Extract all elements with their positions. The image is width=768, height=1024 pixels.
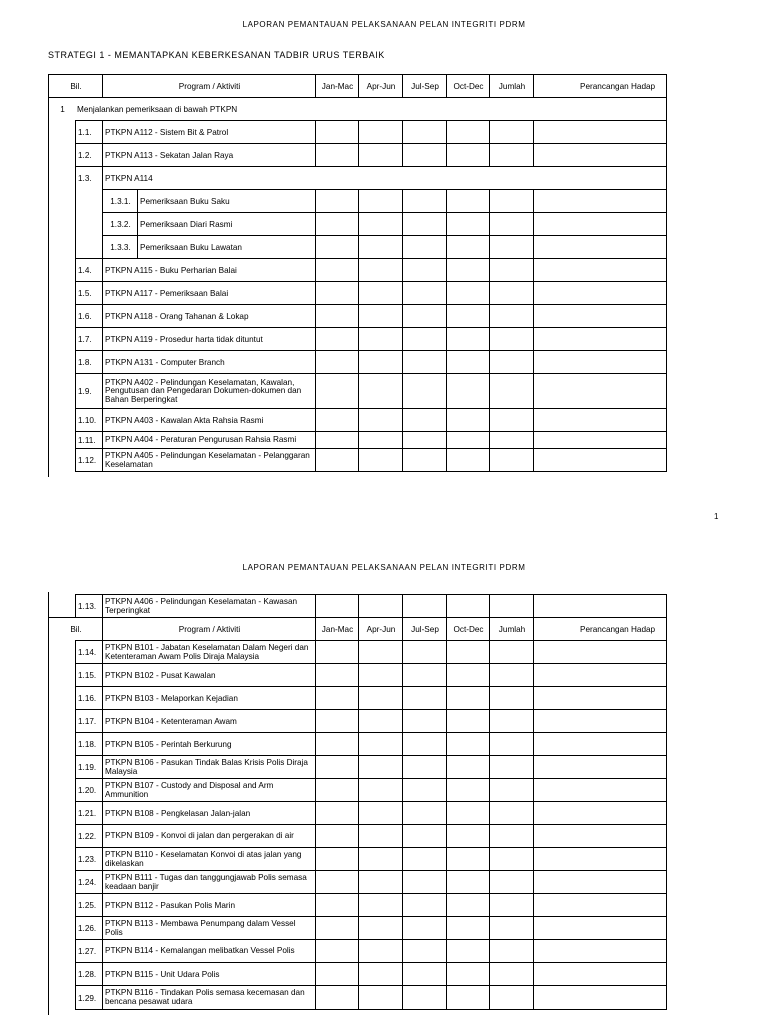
quarter-entry-cell[interactable] bbox=[489, 640, 534, 664]
quarter-entry-cell[interactable] bbox=[533, 327, 667, 351]
quarter-entry-cell[interactable] bbox=[489, 893, 534, 917]
quarter-entry-cell[interactable] bbox=[489, 663, 534, 687]
quarter-entry-cell[interactable] bbox=[315, 258, 359, 282]
quarter-entry-cell[interactable] bbox=[533, 373, 667, 409]
quarter-entry-cell[interactable] bbox=[358, 350, 403, 374]
quarter-entry-cell[interactable] bbox=[533, 143, 667, 167]
header-jumlah: Jumlah bbox=[489, 74, 534, 98]
quarter-entry-cell[interactable] bbox=[533, 350, 667, 374]
group-divider bbox=[75, 166, 76, 258]
quarter-entry-cell[interactable] bbox=[489, 801, 534, 825]
item-program: PTKPN B109 - Konvoi di jalan dan pergerakan di air bbox=[102, 824, 316, 848]
quarter-entry-cell[interactable] bbox=[489, 120, 534, 144]
quarter-entry-cell[interactable] bbox=[489, 778, 534, 802]
quarter-entry-cell[interactable] bbox=[446, 235, 490, 259]
item-program: PTKPN A406 - Pelindungan Keselamatan - Kawasan Terperingkat bbox=[102, 594, 316, 618]
quarter-entry-cell[interactable] bbox=[402, 778, 447, 802]
quarter-entry-cell[interactable] bbox=[358, 189, 403, 213]
quarter-entry-cell[interactable] bbox=[446, 212, 490, 236]
table-left-border bbox=[48, 592, 49, 1015]
quarter-entry-cell[interactable] bbox=[489, 824, 534, 848]
item-number: 1.23. bbox=[75, 847, 103, 871]
quarter-entry-cell[interactable] bbox=[315, 801, 359, 825]
item-number: 1.21. bbox=[75, 801, 103, 825]
quarter-entry-cell[interactable] bbox=[358, 686, 403, 710]
quarter-entry-cell[interactable] bbox=[446, 916, 490, 940]
item-program: PTKPN A404 - Peraturan Pengurusan Rahsia Rasmi bbox=[102, 431, 316, 449]
quarter-entry-cell[interactable] bbox=[446, 663, 490, 687]
item-number: 1.7. bbox=[75, 327, 103, 351]
item-number: 1.28. bbox=[75, 962, 103, 986]
quarter-entry-cell[interactable] bbox=[446, 686, 490, 710]
quarter-entry-cell[interactable] bbox=[402, 120, 447, 144]
quarter-entry-cell[interactable] bbox=[358, 408, 403, 432]
quarter-entry-cell[interactable] bbox=[533, 120, 667, 144]
item-program: PTKPN A113 - Sekatan Jalan Raya bbox=[102, 143, 316, 167]
quarter-entry-cell[interactable] bbox=[358, 304, 403, 328]
header-program: Program / Aktiviti bbox=[102, 617, 316, 641]
quarter-entry-cell[interactable] bbox=[533, 985, 667, 1010]
quarter-entry-cell[interactable] bbox=[446, 801, 490, 825]
quarter-entry-cell[interactable] bbox=[315, 686, 359, 710]
item-number: 1.4. bbox=[75, 258, 103, 282]
quarter-entry-cell[interactable] bbox=[533, 962, 667, 986]
header-program: Program / Aktiviti bbox=[102, 74, 316, 98]
quarter-entry-cell[interactable] bbox=[358, 801, 403, 825]
quarter-entry-cell[interactable] bbox=[533, 431, 667, 449]
quarter-entry-cell[interactable] bbox=[533, 408, 667, 432]
sub-item-number: 1.3.3. bbox=[102, 235, 138, 259]
quarter-entry-cell[interactable] bbox=[315, 327, 359, 351]
quarter-entry-cell[interactable] bbox=[315, 408, 359, 432]
quarter-entry-cell[interactable] bbox=[402, 304, 447, 328]
quarter-entry-cell[interactable] bbox=[533, 870, 667, 894]
table-left-border bbox=[48, 74, 49, 477]
quarter-entry-cell[interactable] bbox=[358, 916, 403, 940]
item-number: 1.11. bbox=[75, 431, 103, 449]
quarter-entry-cell[interactable] bbox=[489, 327, 534, 351]
quarter-entry-cell[interactable] bbox=[402, 824, 447, 848]
quarter-entry-cell[interactable] bbox=[489, 304, 534, 328]
quarter-entry-cell[interactable] bbox=[402, 143, 447, 167]
quarter-entry-cell[interactable] bbox=[315, 350, 359, 374]
quarter-entry-cell[interactable] bbox=[402, 847, 447, 871]
item-program: PTKPN B110 - Keselamatan Konvoi di atas jalan yang dikelaskan bbox=[102, 847, 316, 871]
header-perancangan: Perancangan Hadap bbox=[533, 617, 667, 641]
quarter-entry-cell[interactable] bbox=[358, 120, 403, 144]
quarter-entry-cell[interactable] bbox=[402, 985, 447, 1010]
table-bottom-border bbox=[75, 471, 667, 472]
quarter-entry-cell[interactable] bbox=[489, 985, 534, 1010]
item-number: 1.18. bbox=[75, 732, 103, 756]
quarter-entry-cell[interactable] bbox=[358, 847, 403, 871]
quarter-entry-cell[interactable] bbox=[446, 985, 490, 1010]
quarter-entry-cell[interactable] bbox=[315, 431, 359, 449]
quarter-entry-cell[interactable] bbox=[358, 448, 403, 472]
header-apr-jun: Apr-Jun bbox=[358, 74, 403, 98]
quarter-entry-cell[interactable] bbox=[446, 594, 490, 618]
quarter-entry-cell[interactable] bbox=[533, 640, 667, 664]
quarter-entry-cell[interactable] bbox=[533, 304, 667, 328]
section-number: 1 bbox=[48, 97, 76, 121]
item-number: 1.8. bbox=[75, 350, 103, 374]
item-program: PTKPN B102 - Pusat Kawalan bbox=[102, 663, 316, 687]
quarter-entry-cell[interactable] bbox=[533, 893, 667, 917]
item-program: PTKPN A119 - Prosedur harta tidak dituntut bbox=[102, 327, 316, 351]
quarter-entry-cell[interactable] bbox=[533, 939, 667, 963]
quarter-entry-cell[interactable] bbox=[315, 870, 359, 894]
header-perancangan: Perancangan Hadap bbox=[533, 74, 667, 98]
quarter-entry-cell[interactable] bbox=[402, 594, 447, 618]
quarter-entry-cell[interactable] bbox=[402, 709, 447, 733]
item-program: PTKPN A403 - Kawalan Akta Rahsia Rasmi bbox=[102, 408, 316, 432]
quarter-entry-cell[interactable] bbox=[533, 709, 667, 733]
quarter-entry-cell[interactable] bbox=[358, 732, 403, 756]
quarter-entry-cell[interactable] bbox=[358, 594, 403, 618]
quarter-entry-cell[interactable] bbox=[402, 732, 447, 756]
quarter-entry-cell[interactable] bbox=[446, 408, 490, 432]
item-program: PTKPN B103 - Melaporkan Kejadian bbox=[102, 686, 316, 710]
quarter-entry-cell[interactable] bbox=[446, 431, 490, 449]
quarter-entry-cell[interactable] bbox=[402, 448, 447, 472]
quarter-entry-cell[interactable] bbox=[533, 448, 667, 472]
quarter-entry-cell[interactable] bbox=[315, 663, 359, 687]
quarter-entry-cell[interactable] bbox=[533, 189, 667, 213]
header-apr-jun: Apr-Jun bbox=[358, 617, 403, 641]
quarter-entry-cell[interactable] bbox=[358, 824, 403, 848]
quarter-entry-cell[interactable] bbox=[446, 732, 490, 756]
item-number: 1.3. bbox=[75, 166, 103, 190]
quarter-entry-cell[interactable] bbox=[489, 281, 534, 305]
item-program: PTKPN B105 - Perintah Berkurung bbox=[102, 732, 316, 756]
quarter-entry-cell[interactable] bbox=[489, 962, 534, 986]
quarter-entry-cell[interactable] bbox=[533, 663, 667, 687]
header-bil: Bil. bbox=[48, 617, 103, 641]
table-bottom-border bbox=[75, 1009, 667, 1010]
quarter-entry-cell[interactable] bbox=[489, 350, 534, 374]
quarter-entry-cell[interactable] bbox=[489, 939, 534, 963]
quarter-entry-cell[interactable] bbox=[358, 893, 403, 917]
quarter-entry-cell[interactable] bbox=[315, 985, 359, 1010]
quarter-entry-cell[interactable] bbox=[315, 304, 359, 328]
sub-item-program: Pemeriksaan Diari Rasmi bbox=[137, 212, 316, 236]
quarter-entry-cell[interactable] bbox=[402, 893, 447, 917]
quarter-entry-cell[interactable] bbox=[315, 448, 359, 472]
quarter-entry-cell[interactable] bbox=[533, 281, 667, 305]
quarter-entry-cell[interactable] bbox=[489, 847, 534, 871]
item-number: 1.25. bbox=[75, 893, 103, 917]
item-number: 1.14. bbox=[75, 640, 103, 664]
item-program: PTKPN A112 - Sistem Bit & Patrol bbox=[102, 120, 316, 144]
quarter-entry-cell[interactable] bbox=[315, 594, 359, 618]
quarter-entry-cell[interactable] bbox=[315, 120, 359, 144]
quarter-entry-cell[interactable] bbox=[489, 448, 534, 472]
quarter-entry-cell[interactable] bbox=[446, 870, 490, 894]
quarter-entry-cell[interactable] bbox=[402, 939, 447, 963]
quarter-entry-cell[interactable] bbox=[402, 350, 447, 374]
quarter-entry-cell[interactable] bbox=[315, 893, 359, 917]
quarter-entry-cell[interactable] bbox=[489, 408, 534, 432]
quarter-entry-cell[interactable] bbox=[315, 143, 359, 167]
sub-item-program: Pemeriksaan Buku Lawatan bbox=[137, 235, 316, 259]
item-program: PTKPN A118 - Orang Tahanan & Lokap bbox=[102, 304, 316, 328]
item-number: 1.29. bbox=[75, 985, 103, 1010]
item-number: 1.1. bbox=[75, 120, 103, 144]
header-jul-sep: Jul-Sep bbox=[402, 74, 447, 98]
table-right-border bbox=[666, 594, 667, 1010]
quarter-entry-cell[interactable] bbox=[533, 686, 667, 710]
quarter-entry-cell[interactable] bbox=[358, 431, 403, 449]
quarter-entry-cell[interactable] bbox=[358, 939, 403, 963]
sub-item-number: 1.3.2. bbox=[102, 212, 138, 236]
quarter-entry-cell[interactable] bbox=[489, 916, 534, 940]
item-number: 1.10. bbox=[75, 408, 103, 432]
quarter-entry-cell[interactable] bbox=[402, 212, 447, 236]
section-title: Menjalankan pemeriksaan di bawah PTKPN bbox=[75, 97, 667, 121]
quarter-entry-cell[interactable] bbox=[446, 939, 490, 963]
quarter-entry-cell[interactable] bbox=[358, 235, 403, 259]
quarter-entry-cell[interactable] bbox=[446, 143, 490, 167]
quarter-entry-cell[interactable] bbox=[446, 847, 490, 871]
strategy-title: STRATEGI 1 - MEMANTAPKAN KEBERKESANAN TADBIR URUS TERBAIK bbox=[48, 50, 385, 60]
item-program: PTKPN A117 - Pemeriksaan Balai bbox=[102, 281, 316, 305]
quarter-entry-cell[interactable] bbox=[489, 870, 534, 894]
item-program: PTKPN A405 - Pelindungan Keselamatan - Pelanggaran Keselamatan bbox=[102, 448, 316, 472]
quarter-entry-cell[interactable] bbox=[489, 258, 534, 282]
quarter-entry-cell[interactable] bbox=[402, 962, 447, 986]
item-program: PTKPN B111 - Tugas dan tanggungjawab Polis semasa keadaan banjir bbox=[102, 870, 316, 894]
item-number: 1.26. bbox=[75, 916, 103, 940]
quarter-entry-cell[interactable] bbox=[315, 189, 359, 213]
quarter-entry-cell[interactable] bbox=[489, 755, 534, 779]
item-number: 1.12. bbox=[75, 448, 103, 472]
item-program: PTKPN A131 - Computer Branch bbox=[102, 350, 316, 374]
quarter-entry-cell[interactable] bbox=[402, 281, 447, 305]
header-jumlah: Jumlah bbox=[489, 617, 534, 641]
quarter-entry-cell[interactable] bbox=[489, 212, 534, 236]
quarter-entry-cell[interactable] bbox=[446, 281, 490, 305]
quarter-entry-cell[interactable] bbox=[315, 732, 359, 756]
report-title-page-1: LAPORAN PEMANTAUAN PELAKSANAAN PELAN INTEGRITI PDRM bbox=[242, 20, 526, 29]
item-number: 1.13. bbox=[75, 594, 103, 618]
item-number: 1.2. bbox=[75, 143, 103, 167]
item-program: PTKPN B115 - Unit Udara Polis bbox=[102, 962, 316, 986]
quarter-entry-cell[interactable] bbox=[402, 408, 447, 432]
quarter-entry-cell[interactable] bbox=[402, 755, 447, 779]
item-program: PTKPN A402 - Pelindungan Keselamatan, Kawalan, Pengutusan dan Pengedaran Dokumen-dokumen dan Bahan Berperingkat bbox=[102, 373, 316, 409]
quarter-entry-cell[interactable] bbox=[358, 373, 403, 409]
quarter-entry-cell[interactable] bbox=[533, 258, 667, 282]
quarter-entry-cell[interactable] bbox=[446, 327, 490, 351]
quarter-entry-cell[interactable] bbox=[533, 916, 667, 940]
quarter-entry-cell[interactable] bbox=[446, 640, 490, 664]
quarter-entry-cell[interactable] bbox=[489, 143, 534, 167]
quarter-entry-cell[interactable] bbox=[315, 824, 359, 848]
item-number: 1.24. bbox=[75, 870, 103, 894]
quarter-entry-cell[interactable] bbox=[402, 258, 447, 282]
quarter-entry-cell[interactable] bbox=[315, 235, 359, 259]
header-bil: Bil. bbox=[48, 74, 103, 98]
quarter-entry-cell[interactable] bbox=[315, 847, 359, 871]
header-jul-sep: Jul-Sep bbox=[402, 617, 447, 641]
quarter-entry-cell[interactable] bbox=[358, 258, 403, 282]
header-oct-dec: Oct-Dec bbox=[446, 74, 490, 98]
header-oct-dec: Oct-Dec bbox=[446, 617, 490, 641]
quarter-entry-cell[interactable] bbox=[315, 939, 359, 963]
quarter-entry-cell[interactable] bbox=[358, 663, 403, 687]
quarter-entry-cell[interactable] bbox=[315, 709, 359, 733]
quarter-entry-cell[interactable] bbox=[402, 640, 447, 664]
quarter-entry-cell[interactable] bbox=[489, 373, 534, 409]
quarter-entry-cell[interactable] bbox=[402, 686, 447, 710]
item-number: 1.9. bbox=[75, 373, 103, 409]
quarter-entry-cell[interactable] bbox=[402, 801, 447, 825]
quarter-entry-cell[interactable] bbox=[315, 212, 359, 236]
quarter-entry-cell[interactable] bbox=[446, 962, 490, 986]
quarter-entry-cell[interactable] bbox=[315, 778, 359, 802]
quarter-entry-cell[interactable] bbox=[446, 189, 490, 213]
item-program: PTKPN B108 - Pengkelasan Jalan-jalan bbox=[102, 801, 316, 825]
quarter-entry-cell[interactable] bbox=[533, 801, 667, 825]
item-program: PTKPN B106 - Pasukan Tindak Balas Krisis Polis Diraja Malaysia bbox=[102, 755, 316, 779]
quarter-entry-cell[interactable] bbox=[358, 709, 403, 733]
quarter-entry-cell[interactable] bbox=[489, 189, 534, 213]
quarter-entry-cell[interactable] bbox=[358, 212, 403, 236]
quarter-entry-cell[interactable] bbox=[489, 732, 534, 756]
quarter-entry-cell[interactable] bbox=[402, 327, 447, 351]
quarter-entry-cell[interactable] bbox=[533, 594, 667, 618]
quarter-entry-cell[interactable] bbox=[533, 847, 667, 871]
quarter-entry-cell[interactable] bbox=[402, 431, 447, 449]
quarter-entry-cell[interactable] bbox=[402, 189, 447, 213]
quarter-entry-cell[interactable] bbox=[489, 431, 534, 449]
quarter-entry-cell[interactable] bbox=[446, 893, 490, 917]
item-number: 1.27. bbox=[75, 939, 103, 963]
quarter-entry-cell[interactable] bbox=[446, 304, 490, 328]
quarter-entry-cell[interactable] bbox=[446, 373, 490, 409]
quarter-entry-cell[interactable] bbox=[358, 985, 403, 1010]
quarter-entry-cell[interactable] bbox=[446, 755, 490, 779]
quarter-entry-cell[interactable] bbox=[358, 640, 403, 664]
quarter-entry-cell[interactable] bbox=[533, 732, 667, 756]
quarter-entry-cell[interactable] bbox=[402, 373, 447, 409]
item-program: PTKPN B113 - Membawa Penumpang dalam Vessel Polis bbox=[102, 916, 316, 940]
item-number: 1.6. bbox=[75, 304, 103, 328]
quarter-entry-cell[interactable] bbox=[315, 962, 359, 986]
header-jan-mac: Jan-Mac bbox=[315, 617, 359, 641]
item-program: PTKPN B107 - Custody and Disposal and Arm Ammunition bbox=[102, 778, 316, 802]
item-number: 1.17. bbox=[75, 709, 103, 733]
quarter-entry-cell[interactable] bbox=[402, 870, 447, 894]
quarter-entry-cell[interactable] bbox=[446, 824, 490, 848]
quarter-entry-cell[interactable] bbox=[489, 686, 534, 710]
item-number: 1.15. bbox=[75, 663, 103, 687]
quarter-entry-cell[interactable] bbox=[358, 778, 403, 802]
quarter-entry-cell[interactable] bbox=[402, 235, 447, 259]
quarter-entry-cell[interactable] bbox=[446, 120, 490, 144]
quarter-entry-cell[interactable] bbox=[446, 258, 490, 282]
quarter-entry-cell[interactable] bbox=[533, 778, 667, 802]
quarter-entry-cell[interactable] bbox=[315, 755, 359, 779]
quarter-entry-cell[interactable] bbox=[358, 143, 403, 167]
quarter-entry-cell[interactable] bbox=[315, 640, 359, 664]
item-number: 1.5. bbox=[75, 281, 103, 305]
item-program: PTKPN B112 - Pasukan Polis Marin bbox=[102, 893, 316, 917]
quarter-entry-cell[interactable] bbox=[358, 870, 403, 894]
quarter-entry-cell[interactable] bbox=[402, 916, 447, 940]
header-jan-mac: Jan-Mac bbox=[315, 74, 359, 98]
item-program: PTKPN A114 bbox=[102, 166, 667, 190]
item-program: PTKPN B101 - Jabatan Keselamatan Dalam Negeri dan Ketenteraman Awam Polis Diraja Malaysia bbox=[102, 640, 316, 664]
quarter-entry-cell[interactable] bbox=[446, 448, 490, 472]
item-number: 1.16. bbox=[75, 686, 103, 710]
quarter-entry-cell[interactable] bbox=[315, 916, 359, 940]
item-number: 1.19. bbox=[75, 755, 103, 779]
quarter-entry-cell[interactable] bbox=[358, 281, 403, 305]
quarter-entry-cell[interactable] bbox=[446, 778, 490, 802]
quarter-entry-cell[interactable] bbox=[533, 755, 667, 779]
sub-item-program: Pemeriksaan Buku Saku bbox=[137, 189, 316, 213]
quarter-entry-cell[interactable] bbox=[358, 327, 403, 351]
item-program: PTKPN B104 - Ketenteraman Awam bbox=[102, 709, 316, 733]
quarter-entry-cell[interactable] bbox=[489, 594, 534, 618]
item-program: PTKPN A115 - Buku Perharian Balai bbox=[102, 258, 316, 282]
item-number: 1.20. bbox=[75, 778, 103, 802]
quarter-entry-cell[interactable] bbox=[489, 709, 534, 733]
quarter-entry-cell[interactable] bbox=[315, 281, 359, 305]
page-number: 1 bbox=[714, 512, 719, 521]
quarter-entry-cell[interactable] bbox=[533, 212, 667, 236]
quarter-entry-cell[interactable] bbox=[489, 235, 534, 259]
quarter-entry-cell[interactable] bbox=[402, 663, 447, 687]
item-number: 1.22. bbox=[75, 824, 103, 848]
sub-item-number: 1.3.1. bbox=[102, 189, 138, 213]
item-program: PTKPN B116 - Tindakan Polis semasa kecemasan dan bencana pesawat udara bbox=[102, 985, 316, 1010]
quarter-entry-cell[interactable] bbox=[446, 709, 490, 733]
item-program: PTKPN B114 - Kemalangan melibatkan Vessel Polis bbox=[102, 939, 316, 963]
quarter-entry-cell[interactable] bbox=[533, 824, 667, 848]
quarter-entry-cell[interactable] bbox=[358, 962, 403, 986]
quarter-entry-cell[interactable] bbox=[315, 373, 359, 409]
table-right-border bbox=[666, 74, 667, 472]
quarter-entry-cell[interactable] bbox=[533, 235, 667, 259]
quarter-entry-cell[interactable] bbox=[358, 755, 403, 779]
quarter-entry-cell[interactable] bbox=[446, 350, 490, 374]
report-title-page-2: LAPORAN PEMANTAUAN PELAKSANAAN PELAN INTEGRITI PDRM bbox=[242, 563, 526, 572]
